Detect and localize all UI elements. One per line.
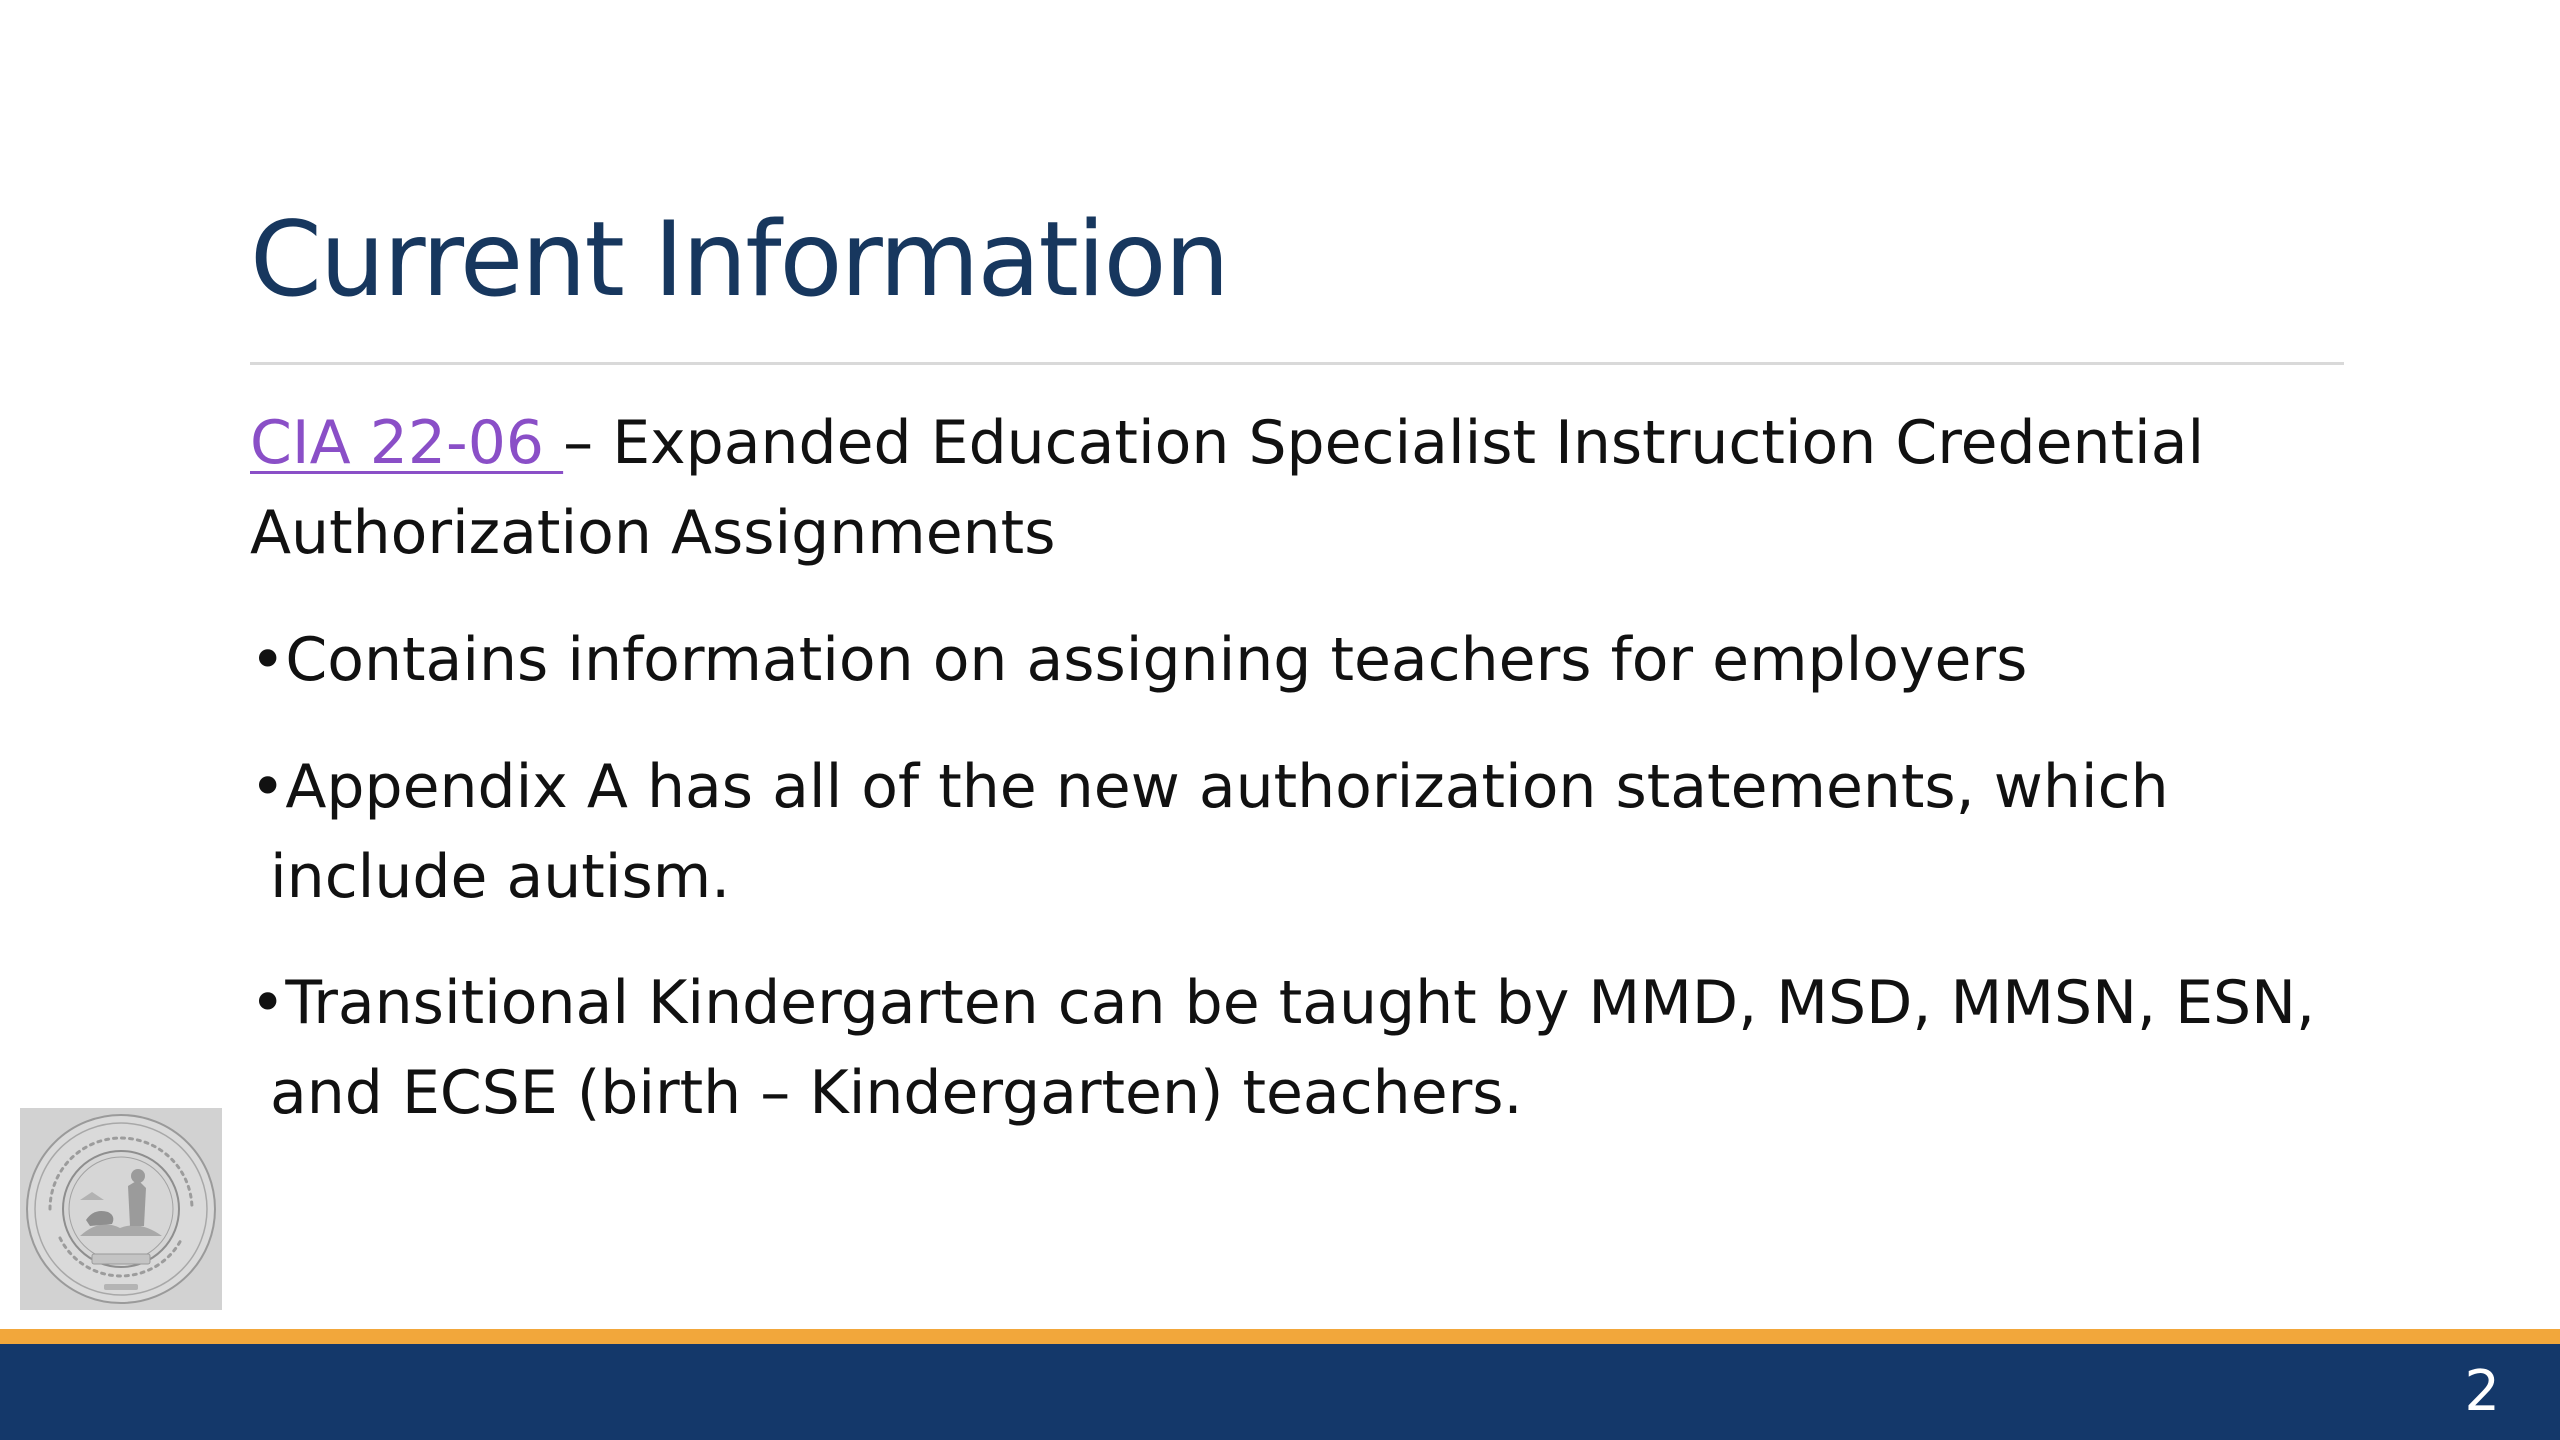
bullet-line: •Transitional Kindergarten can be taught by MMD, MSD, MMSN, ESN,: [250, 968, 2316, 1038]
accent-bar: [0, 1329, 2560, 1344]
cia-22-06-link[interactable]: CIA 22-06: [250, 408, 564, 478]
intro-line-1: [250, 398, 2360, 488]
seal-icon: [20, 1108, 222, 1310]
bullet-continuation-line: and ECSE (birth – Kindergarten) teachers.: [270, 1058, 1523, 1128]
bullet-item: [250, 742, 2360, 922]
commission-seal-logo: [20, 1108, 222, 1310]
intro-paragraph: [250, 398, 2360, 578]
title-divider: [250, 362, 2344, 365]
bullet-item: [250, 958, 2360, 1138]
slide-title: Current Information: [250, 200, 1228, 320]
bullet-line: •Appendix A has all of the new authorization statements, which: [250, 752, 2169, 822]
bullet-continuation-line: include autism.: [270, 842, 731, 912]
bullet-item: [250, 615, 2360, 705]
intro-line-1-text: – Expanded Education Specialist Instruction Credential: [563, 408, 2205, 478]
footer-bar: [0, 1344, 2560, 1440]
slide-number: 2: [2464, 1359, 2500, 1424]
intro-line-2: Authorization Assignments: [250, 498, 1056, 568]
bullet-line: •Contains information on assigning teachers for employers: [250, 625, 2028, 695]
